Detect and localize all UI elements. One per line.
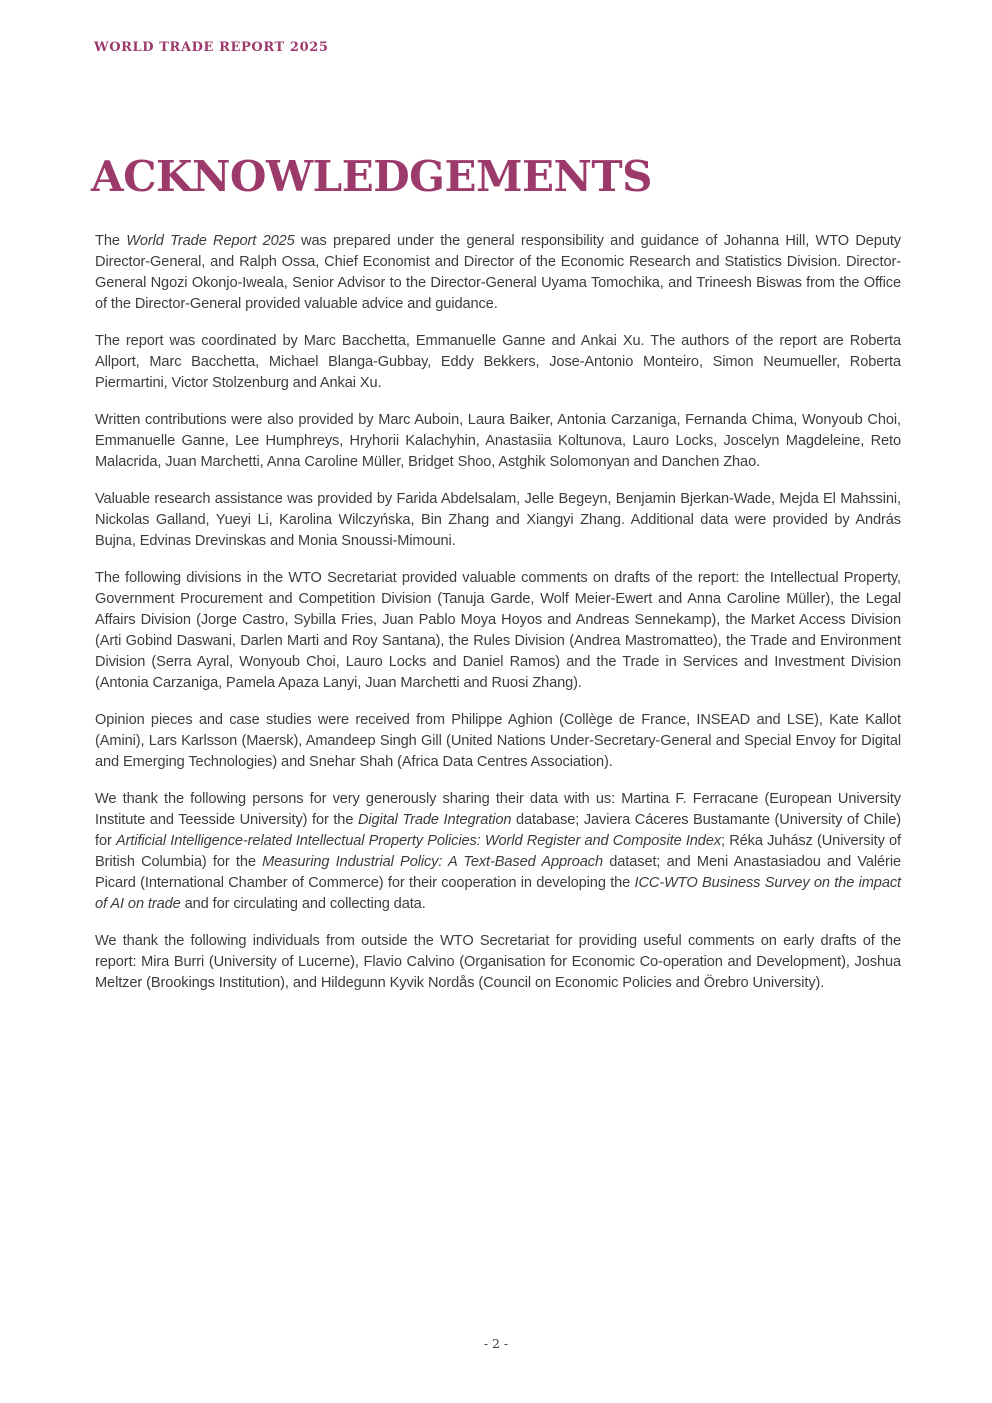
paragraph: The World Trade Report 2025 was prepared under the general responsibility and guidance of Johanna Hill, WTO Deputy Director-General, and Ralph Ossa, Chief Economist and Director of the Economic Research and Statistics Division. Director-General Ngozi Okonjo-Iweala, Senior Advisor to the Director-General Uyama Tomochika, and Trineesh Biswas from the Office of the Director-General provided valuable advice and guidance. <box>95 233 901 312</box>
paragraph: The following divisions in the WTO Secretariat provided valuable comments on drafts of the report: the Intellectual Property, Government Procurement and Competition Division (Tanuja Garde, Wolf Meier-Ewert and Anna Caroline Müller), the Legal Affairs Division (Jorge Castro, Sybilla Fries, Juan Pablo Moya Hoyos and Andreas Sennekamp), the Market Access Division (Arti Gobind Daswani, Darlen Marti and Roy Santana), the Rules Division (Andrea Mastromatteo), the Trade and Environment Division (Serra Ayral, Wonyoub Choi, Lauro Locks and Daniel Ramos) and the Trade in Services and Investment Division (Antonia Carzaniga, Pamela Apaza Lanyi, Juan Marchetti and Ruosi Zhang). <box>95 570 901 691</box>
page-title: ACKNOWLEDGEMENTS <box>91 152 652 201</box>
paragraph: We thank the following persons for very generously sharing their data with us: Martina F. Ferracane (European University Institute and Teesside University) for the Digital Trade Integration database; Javiera Cáceres Bustamante (University of Chile) for Artificial Intelligence-related Intellectual Property Policies: World Register and Composite Index; Réka Juhász (University of British Columbia) for the Measuring Industrial Policy: A Text-Based Approach dataset; and Meni Anastasiadou and Valérie Picard (International Chamber of Commerce) for their cooperation in developing the ICC-WTO Business Survey on the impact of AI on trade and for circulating and collecting data. <box>95 791 902 912</box>
paragraph: Opinion pieces and case studies were received from Philippe Aghion (Collège de France, INSEAD and LSE), Kate Kallot (Amini), Lars Karlsson (Maersk), Amandeep Singh Gill (United Nations Under-Secretary-General and Special Envoy for Digital and Emerging Technologies) and Snehar Shah (Africa Data Centres Association). <box>95 712 901 770</box>
acknowledgements-body <box>95 231 901 1010</box>
paragraph: Written contributions were also provided by Marc Auboin, Laura Baiker, Antonia Carzaniga, Fernanda Chima, Wonyoub Choi, Emmanuelle Ganne, Lee Humphreys, Hryhorii Kalachyhin, Anastasiia Koltunova, Lauro Locks, Joscelyn Magdeleine, Reto Malacrida, Juan Marchetti, Anna Caroline Müller, Bridget Shoo, Astghik Solomonyan and Danchen Zhao. <box>95 412 901 470</box>
paragraph: We thank the following individuals from outside the WTO Secretariat for providing useful comments on early drafts of the report: Mira Burri (University of Lucerne), Flavio Calvino (Organisation for Economic Co-operation and Development), Joshua Meltzer (Brookings Institution), and Hildegunn Kyvik Nordås (Council on Economic Policies and Örebro University). <box>95 933 901 991</box>
paragraph-list <box>95 231 901 994</box>
paragraph: The report was coordinated by Marc Bacchetta, Emmanuelle Ganne and Ankai Xu. The authors of the report are Roberta Allport, Marc Bacchetta, Michael Blanga-Gubbay, Eddy Bekkers, Jose-Antonio Monteiro, Simon Neumueller, Roberta Piermartini, Victor Stolzenburg and Ankai Xu. <box>95 333 901 391</box>
page-number: - 2 - <box>483 1336 509 1351</box>
report-header: WORLD TRADE REPORT 2025 <box>94 40 329 55</box>
paragraph: Valuable research assistance was provided by Farida Abdelsalam, Jelle Begeyn, Benjamin Bjerkan-Wade, Mejda El Mahssini, Nickolas Galland, Yueyi Li, Karolina Wilczyńska, Bin Zhang and Xiangyi Zhang. Additional data were provided by András Bujna, Edvinas Drevinskas and Monia Snoussi-Mimouni. <box>95 491 901 549</box>
